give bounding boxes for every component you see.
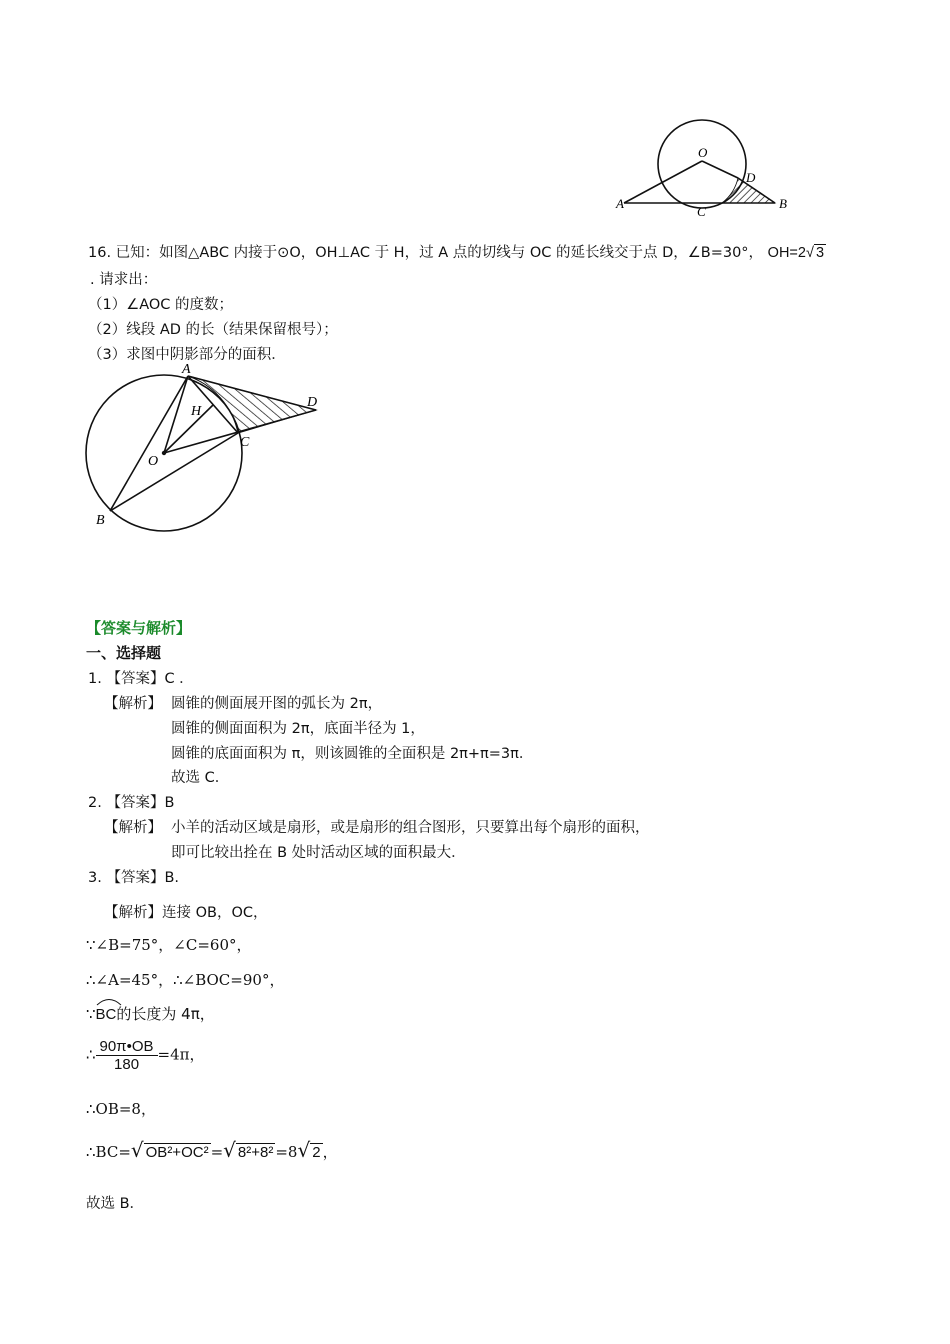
figure-2 — [80, 360, 330, 538]
center-point-o — [162, 451, 166, 455]
segment-od — [702, 161, 738, 178]
segment-bc-2 — [110, 433, 238, 511]
step-3: ∵ BC的长度为 4π， — [86, 1002, 215, 1024]
fraction-arc-length: $\frac{90\pi•OB}{180}$ — [96, 1038, 158, 1073]
problem-16-line-1 — [88, 241, 826, 262]
conclusion-3: 故选 B． — [86, 1196, 145, 1212]
figure-1 — [610, 110, 800, 220]
step-6: ∴BC=√ OB²+OC² =√ 8²+8² =8√ 2 ， — [86, 1138, 338, 1162]
analysis-2-tag: 【解析】 — [104, 820, 162, 836]
label-b: B — [779, 196, 787, 211]
answers-heading: 【答案与解析】 — [86, 619, 192, 637]
analysis-1-tag: 【解析】 — [104, 696, 162, 712]
problem-16-q2: （2）线段 AD 的长（结果保留根号）； — [88, 322, 338, 338]
label-d-2: D — [307, 395, 318, 410]
oh-sqrt: √ 3 — [805, 245, 825, 261]
analysis-2-line-1: 小羊的活动区域是扇形，或是扇形的组合图形，只要算出每个扇形的面积， — [171, 820, 650, 836]
label-a-2: A — [182, 362, 191, 377]
arc-bc: BC — [96, 1002, 117, 1023]
problem-16-q1: （1）∠AOC 的度数； — [88, 297, 234, 313]
analysis-2-line-2: 即可比较出拴在 B 处时活动区域的面积最大． — [171, 845, 466, 861]
step-2: ∴∠A=45°，∴∠BOC=90°， — [86, 971, 285, 989]
analysis-1-line-4: 故选 C． — [171, 770, 230, 786]
step-4: ∴ $\frac{90\pi•OB}{180}$ =4π， — [86, 1038, 205, 1073]
segment-ao — [624, 161, 702, 203]
label-d: D — [746, 170, 756, 185]
label-o: O — [698, 145, 708, 160]
analysis-1-line-1: 圆锥的侧面展开图的弧长为 2π， — [171, 696, 383, 712]
label-c-2: C — [240, 435, 250, 450]
label-a: A — [616, 196, 624, 211]
analysis-1-line-2: 圆锥的侧面面积为 2π，底面半径为 1， — [171, 721, 425, 737]
sqrt-ob-oc: √ — [130, 1138, 144, 1162]
sqrt-2: 2 — [312, 1144, 321, 1161]
label-c: C — [697, 204, 706, 219]
answer-1: 1. 【答案】C ． — [88, 671, 194, 687]
label-b-2: B — [96, 513, 105, 528]
oh-formula: OH=2√ 3 — [767, 245, 825, 261]
label-h-2: H — [191, 404, 202, 419]
label-o-2: O — [148, 454, 159, 469]
answer-2: 2. 【答案】B — [88, 795, 175, 811]
section-heading: 一、选择题 — [86, 644, 162, 662]
step-1: ∵∠B=75°，∠C=60°， — [86, 936, 252, 954]
circle-o-1 — [658, 120, 746, 208]
problem-16-line-2: . 请求出： — [90, 272, 158, 288]
answer-3: 3. 【答案】B. — [88, 870, 179, 886]
step-5: ∴OB=8， — [86, 1100, 156, 1118]
problem-16-statement: 16. 已知：如图△ABC 内接于⊙O，OH⊥AC 于 H，过 A 点的切线与 OC 的延长线交于点 D，∠B=30°， — [88, 245, 764, 261]
analysis-1-line-3: 圆锥的底面面积为 π，则该圆锥的全面积是 2π+π=3π． — [171, 746, 534, 762]
analysis-3: 【解析】连接 OB，OC， — [104, 905, 268, 921]
sqrt-8-8: 8²+8² — [237, 1144, 274, 1161]
segment-ab-2 — [110, 376, 188, 511]
problem-16-q3: （3）求图中阴影部分的面积． — [88, 347, 286, 363]
